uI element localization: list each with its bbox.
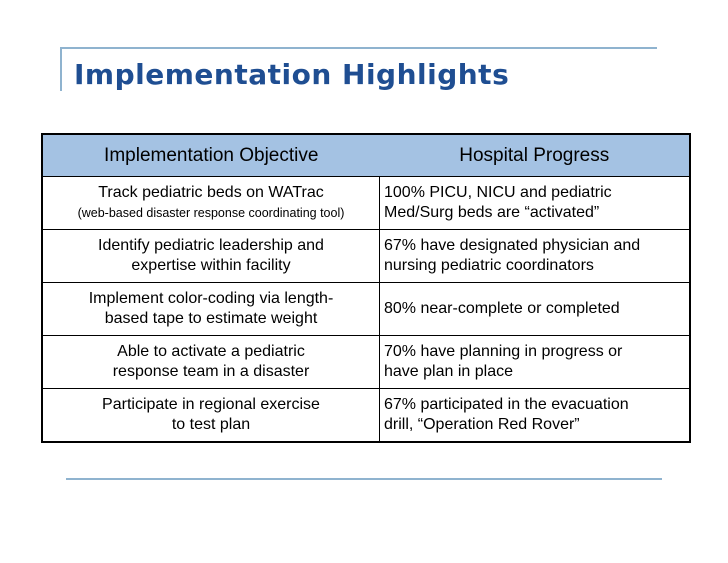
objective-line: Participate in regional exercise — [102, 396, 320, 413]
progress-line: 67% have designated physician and — [384, 237, 641, 254]
progress-cell — [380, 336, 691, 389]
progress-line: drill, “Operation Red Rover” — [384, 416, 580, 433]
progress-line: Med/Surg beds are “activated” — [384, 204, 600, 221]
progress-line: 67% participated in the evacuation — [384, 396, 629, 413]
progress-line: 80% near-complete or completed — [384, 300, 620, 317]
objective-cell — [42, 336, 380, 389]
table-row — [42, 283, 690, 336]
objective-line: response team in a disaster — [112, 363, 310, 380]
progress-cell — [380, 283, 691, 336]
objective-cell — [42, 389, 380, 443]
progress-line: 100% PICU, NICU and pediatric — [384, 184, 612, 201]
progress-line: 70% have planning in progress or — [384, 343, 623, 360]
objective-line: expertise within facility — [131, 257, 291, 274]
progress-line: nursing pediatric coordinators — [384, 257, 594, 274]
progress-cell — [380, 230, 691, 283]
objective-line: to test plan — [171, 416, 251, 433]
table-row — [42, 230, 690, 283]
title-frame-left-rule — [60, 47, 62, 91]
objective-cell — [42, 283, 380, 336]
objective-line: Implement color-coding via length- — [88, 290, 334, 307]
objective-line: based tape to estimate weight — [104, 310, 318, 327]
objective-line: Identify pediatric leadership and — [98, 237, 324, 254]
progress-cell — [380, 389, 691, 443]
header-progress: Hospital Progress — [380, 134, 691, 177]
objective-line: Able to activate a pediatric — [117, 343, 305, 360]
progress-line: have plan in place — [384, 363, 513, 380]
objective-note: (web-based disaster response coordinating tool) — [77, 206, 345, 220]
footer-rule — [66, 478, 662, 480]
slide-title: Implementation Highlights — [74, 58, 510, 91]
table-header-row — [42, 134, 690, 177]
table-row — [42, 389, 690, 443]
table-row — [42, 177, 690, 230]
objective-line: Track pediatric beds on WATrac — [98, 184, 324, 201]
header-objective: Implementation Objective — [42, 134, 380, 177]
highlights-table — [41, 133, 691, 443]
progress-cell — [380, 177, 691, 230]
table-row — [42, 336, 690, 389]
objective-cell — [42, 230, 380, 283]
title-frame-top-rule — [60, 47, 657, 49]
objective-cell — [42, 177, 380, 230]
